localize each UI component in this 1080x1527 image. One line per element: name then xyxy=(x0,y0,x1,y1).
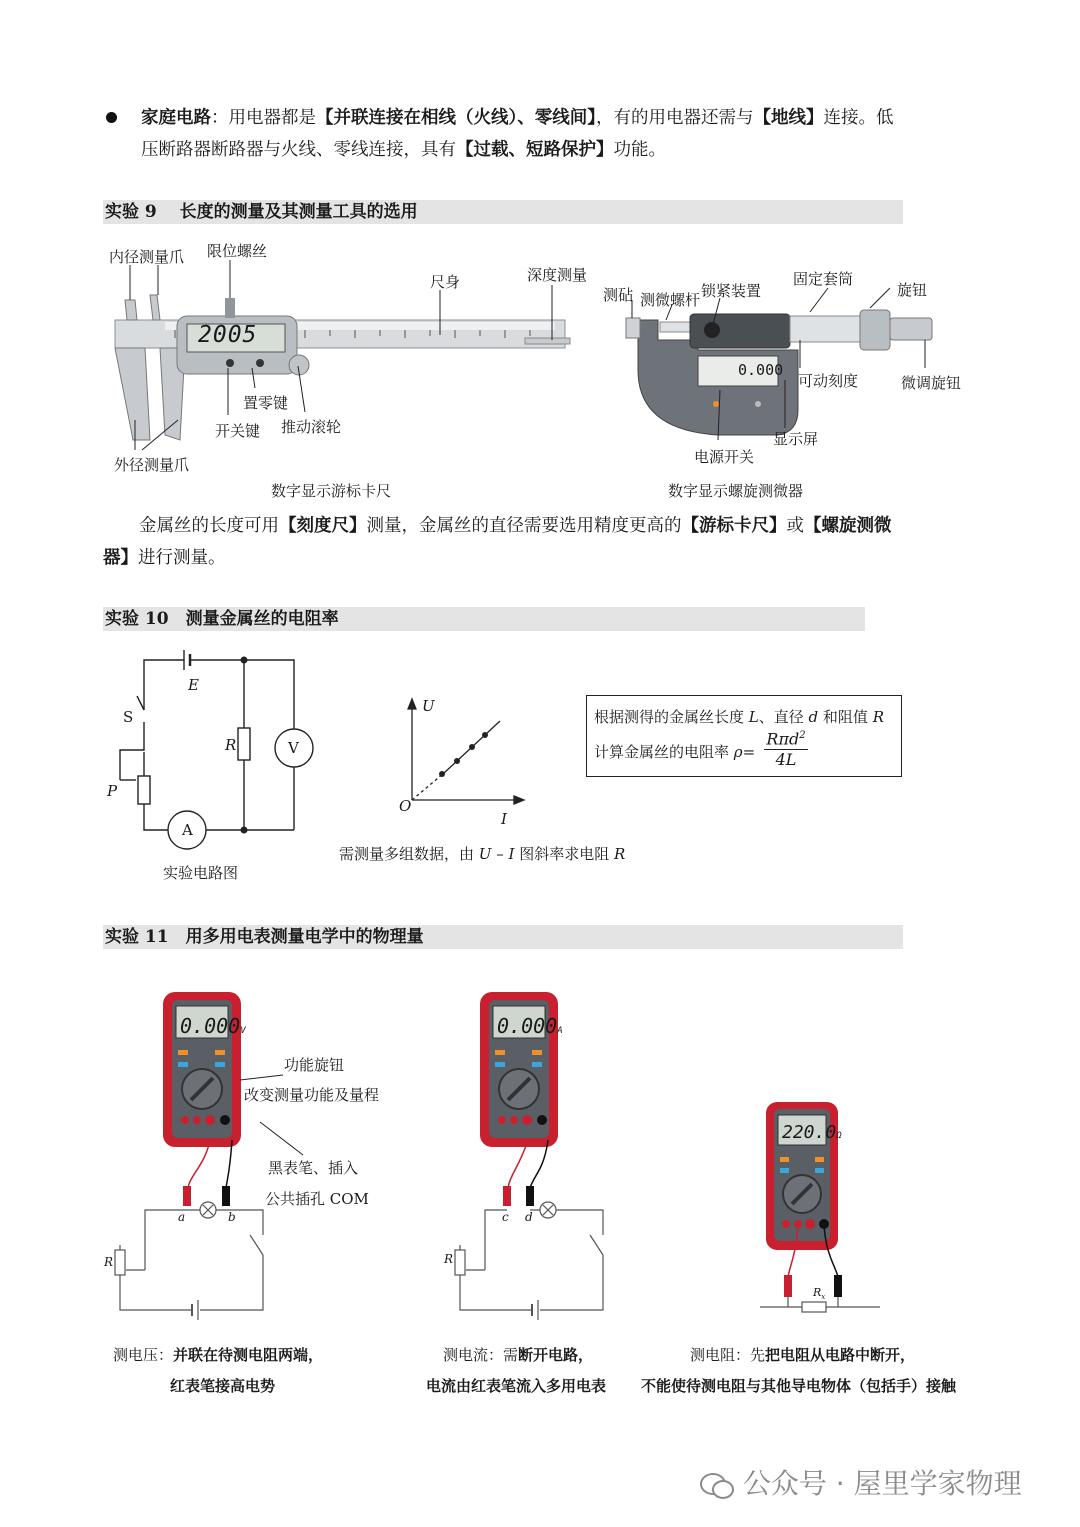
circuit-A-label: A xyxy=(182,821,193,839)
label-wheel: 推动滚轮 xyxy=(281,418,342,436)
circuit-V-label: V xyxy=(288,739,299,757)
exp9-paragraph: 金属丝的长度可用【刻度尺】测量，金属丝的直径需要选用精度更高的【游标卡尺】或【螺旋测微 器】进行测量。 xyxy=(103,516,892,568)
exp10-circuit-diagram xyxy=(100,640,310,840)
label-com-socket: 公共插孔 COM xyxy=(265,1190,369,1208)
meter2-display: 0.000A xyxy=(497,1014,563,1038)
pt-a: a xyxy=(178,1210,186,1224)
watermark: 公众号 · 屋里学家物理 xyxy=(700,1462,1022,1502)
label-ratchet: 微调旋钮 xyxy=(901,374,962,392)
label-power: 电源开关 xyxy=(694,448,755,466)
resistance-probes xyxy=(760,1225,880,1315)
wechat-icon xyxy=(700,1471,734,1497)
micrometer-display: 0.000 xyxy=(738,361,784,379)
label-sleeve: 固定套筒 xyxy=(793,270,854,288)
label-anvil: 测砧 xyxy=(603,286,634,304)
label-screen: 显示屏 xyxy=(773,430,819,448)
graph-U-label: U xyxy=(422,697,435,715)
label-limit-screw: 限位螺丝 xyxy=(207,242,268,260)
label-function-knob: 功能旋钮 xyxy=(284,1056,345,1074)
caliper-caption: 数字显示游标卡尺 xyxy=(271,482,392,500)
label-power-key: 开关键 xyxy=(215,422,261,440)
pt-d: d xyxy=(525,1210,533,1224)
res-R-2: R xyxy=(444,1252,454,1266)
exp10-title: 实验 10 测量金属丝的电阻率 xyxy=(103,607,865,631)
caption-voltage-line2: 红表笔接高电势 xyxy=(170,1377,276,1395)
pt-c: c xyxy=(502,1210,509,1224)
graph-I-label: I xyxy=(501,810,507,828)
graph-O-label: O xyxy=(399,797,412,815)
label-thimble-scale: 可动刻度 xyxy=(798,372,859,390)
caption-current-line2: 电流由红表笔流入多用电表 xyxy=(426,1377,607,1395)
bullet-icon xyxy=(106,112,117,123)
caliper-display: 2005 xyxy=(198,322,258,348)
label-inner-jaw: 内径测量爪 xyxy=(109,248,185,266)
circuit-R-label: R xyxy=(225,736,237,754)
caption-resistance-line1: 测电阻：先把电阻从电路中断开， xyxy=(690,1346,916,1364)
exp9-title: 实验 9 长度的测量及其测量工具的选用 xyxy=(103,200,903,224)
formula-fraction: Rπd$^2$ 4L xyxy=(764,726,808,770)
label-zero-key: 置零键 xyxy=(243,394,289,412)
label-ruler-body: 尺身 xyxy=(430,273,461,291)
label-black-probe: 黑表笔、插入 xyxy=(268,1159,359,1177)
label-function-knob-desc: 改变测量功能及量程 xyxy=(244,1086,380,1104)
home-circuit-paragraph: 家庭电路：用电器都是【并联连接在相线（火线）、零线间】，有的用电器还需与【地线】连接。低 压断路器断路器与火线、零线连接，具有【过载、短路保护】功能。 xyxy=(141,108,894,160)
home-circuit-title: 家庭电路 xyxy=(141,108,211,128)
meter1-leader-lines xyxy=(235,1060,335,1160)
exp11-title: 实验 11 用多用电表测量电学中的物理量 xyxy=(103,925,903,949)
ui-graph xyxy=(400,695,530,810)
circuit-caption: 实验电路图 xyxy=(163,864,239,882)
graph-caption: 需测量多组数据，由 U – I 图斜率求电阻 R xyxy=(339,845,626,863)
label-lock: 锁紧装置 xyxy=(701,282,762,300)
micrometer-caption: 数字显示螺旋测微器 xyxy=(668,482,804,500)
meter1-display: 0.000V xyxy=(180,1014,246,1038)
circuit-E-label: E xyxy=(188,676,199,694)
res-Rx: $R_x$ xyxy=(813,1286,826,1302)
caption-resistance-line2: 不能使待测电阻与其他导电物体（包括手）接触 xyxy=(641,1377,957,1395)
caption-current-line1: 测电流：需断开电路， xyxy=(443,1346,594,1364)
meter3-display: 220.0Ω xyxy=(782,1122,842,1143)
circuit-P-label: P xyxy=(107,782,118,800)
label-knob: 旋钮 xyxy=(897,281,928,299)
label-spindle: 测微螺杆 xyxy=(640,291,701,309)
pt-b: b xyxy=(228,1210,236,1224)
resistivity-formula-box: 根据测得的金属丝长度 L、直径 d 和阻值 R 计算金属丝的电阻率 ρ= Rπd$^2$ 4L xyxy=(586,695,902,777)
res-R-1: R xyxy=(104,1255,114,1269)
label-outer-jaw: 外径测量爪 xyxy=(114,456,190,474)
circuit-S-label: S xyxy=(123,708,134,726)
caption-voltage-line1: 测电压：并联在待测电阻两端， xyxy=(113,1346,324,1364)
label-depth: 深度测量 xyxy=(527,266,588,284)
